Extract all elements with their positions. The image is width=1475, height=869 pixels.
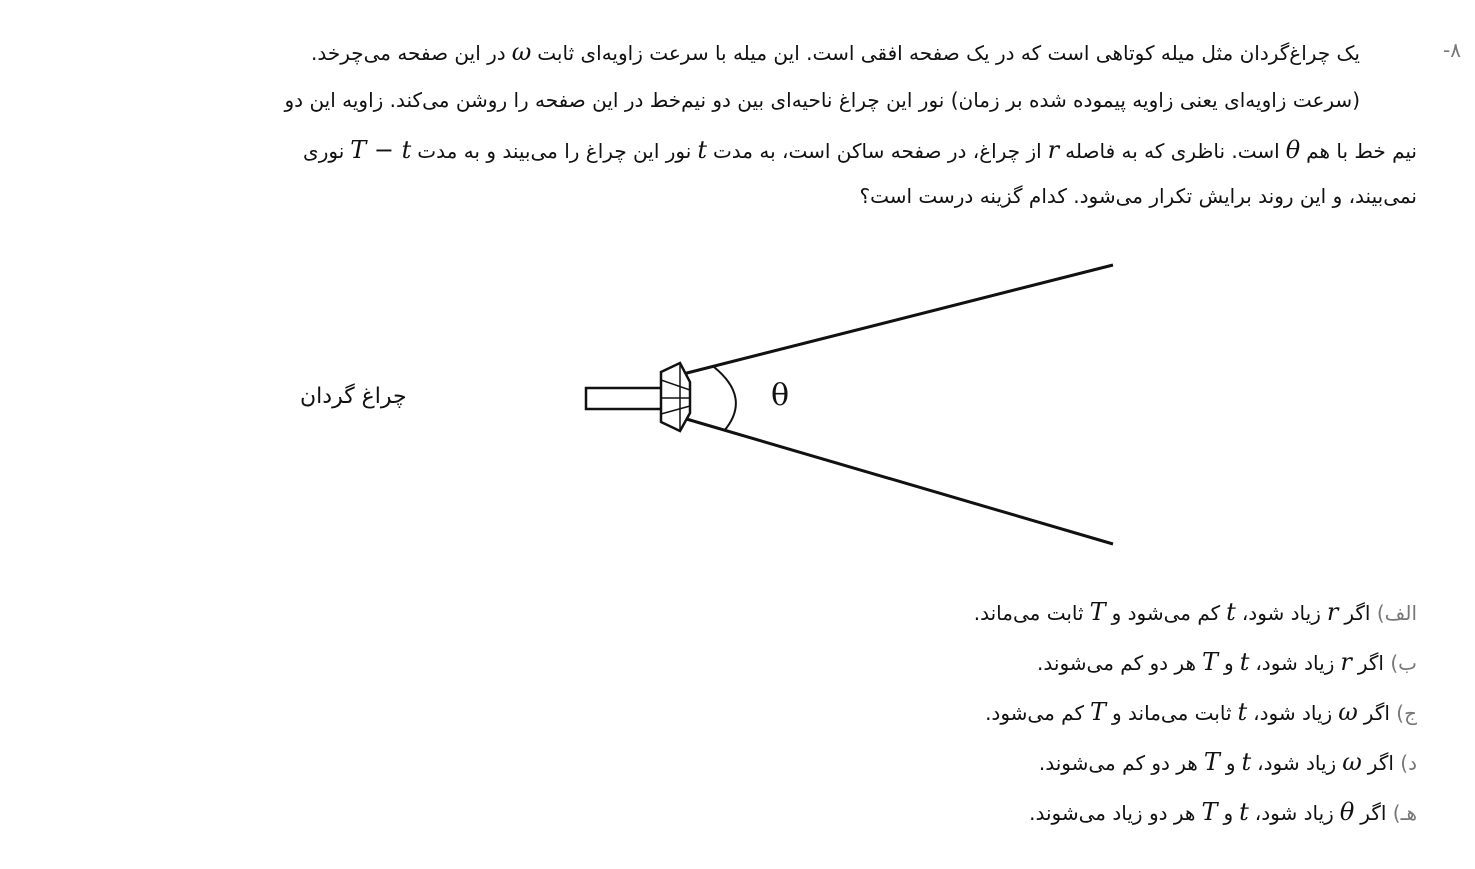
option-text: زیاد شود،	[1257, 751, 1337, 775]
option-symbol: ω	[1338, 698, 1358, 726]
option-symbol: t	[1239, 798, 1249, 826]
option-label: ب)	[1390, 651, 1417, 675]
option-symbol: T	[1202, 648, 1219, 676]
option-text: اگر	[1367, 751, 1394, 775]
question-text: نور این چراغ را می‌بیند و به مدت	[417, 139, 692, 163]
option-text: اگر	[1363, 701, 1390, 725]
option-label: د)	[1400, 751, 1417, 775]
option-symbol: t	[1239, 648, 1250, 676]
lamp-label: چراغ گردان	[300, 384, 407, 409]
option-text: و	[1225, 751, 1236, 775]
option-c[interactable]	[985, 698, 1417, 726]
option-b[interactable]	[1037, 648, 1417, 676]
option-text: زیاد شود،	[1254, 801, 1334, 825]
omega-symbol: ω	[511, 38, 532, 66]
option-text: اگر	[1357, 651, 1384, 675]
lamp-rod	[586, 388, 664, 409]
option-symbol: T	[1203, 748, 1220, 776]
question-line-3	[303, 136, 1417, 164]
question-line-1	[311, 38, 1360, 66]
option-text: کم می‌شود.	[985, 701, 1084, 725]
question-text: در این صفحه می‌چرخد.	[310, 41, 506, 65]
option-symbol: r	[1340, 648, 1352, 676]
question-number: ۸-	[1443, 38, 1461, 62]
option-symbol: r	[1326, 598, 1339, 626]
t-symbol: t	[697, 136, 707, 164]
angle-label: θ	[771, 378, 790, 413]
option-text: ثابت می‌ماند.	[973, 601, 1084, 625]
option-symbol: t	[1241, 748, 1252, 776]
angle-arc	[714, 367, 736, 431]
option-symbol: t	[1237, 698, 1248, 726]
option-label: الف)	[1376, 601, 1417, 625]
option-label: هـ)	[1392, 801, 1417, 825]
option-text: و	[1224, 651, 1234, 675]
option-text: هر دو زیاد می‌شوند.	[1029, 801, 1196, 825]
theta-symbol: θ	[1285, 136, 1301, 164]
option-symbol: T	[1089, 598, 1106, 626]
option-symbol: ω	[1342, 748, 1362, 776]
option-e[interactable]	[1029, 798, 1417, 826]
option-text: زیاد شود،	[1253, 701, 1333, 725]
question-text: نیم خط با هم	[1306, 139, 1417, 163]
option-text: کم می‌شود و	[1111, 601, 1221, 625]
option-text: زیاد شود،	[1255, 651, 1335, 675]
beam-lower-edge	[683, 418, 1113, 544]
option-symbol: θ	[1339, 798, 1355, 826]
option-text: و	[1223, 801, 1234, 825]
question-text: نمی‌بیند، و این روند برایش تکرار می‌شود. کدام گزینه درست است؟	[859, 184, 1417, 208]
option-symbol: t	[1226, 598, 1236, 626]
option-text: هر دو کم می‌شوند.	[1038, 751, 1198, 775]
option-a[interactable]	[974, 598, 1417, 626]
question-text: است. ناظری که به فاصله	[1065, 139, 1280, 163]
option-text: زیاد شود،	[1241, 601, 1321, 625]
lamp-rib	[661, 406, 690, 414]
question-text: (سرعت زاویه‌ای یعنی زاویه پیموده شده بر زمان) نور این چراغ ناحیه‌ای بین دو نیم‌خط در این صفحه را روشن می‌کند. زاویه این دو	[284, 88, 1360, 112]
t-minus-t-symbol: T − t	[350, 136, 412, 164]
lamp-head	[661, 363, 690, 431]
question-line-4	[859, 184, 1417, 208]
question-text: از چراغ، در صفحه ساکن است، به مدت	[712, 139, 1042, 163]
option-text: هر دو کم می‌شوند.	[1037, 651, 1196, 675]
question-text: یک چراغ‌گردان مثل میله کوتاهی است که در یک صفحه افقی است. این میله با سرعت زاویه‌ای ثابت	[537, 41, 1360, 65]
r-symbol: r	[1047, 136, 1060, 164]
beam-upper-edge	[683, 265, 1113, 374]
option-text: ثابت می‌ماند و	[1112, 701, 1232, 725]
option-label: ج)	[1396, 701, 1417, 725]
option-symbol: T	[1201, 798, 1218, 826]
question-text: نوری	[303, 139, 345, 163]
option-symbol: T	[1090, 698, 1107, 726]
lamp-rib	[661, 380, 690, 390]
option-text: اگر	[1360, 801, 1387, 825]
option-d[interactable]	[1039, 748, 1417, 776]
question-line-2	[285, 88, 1360, 112]
option-text: اگر	[1344, 601, 1371, 625]
